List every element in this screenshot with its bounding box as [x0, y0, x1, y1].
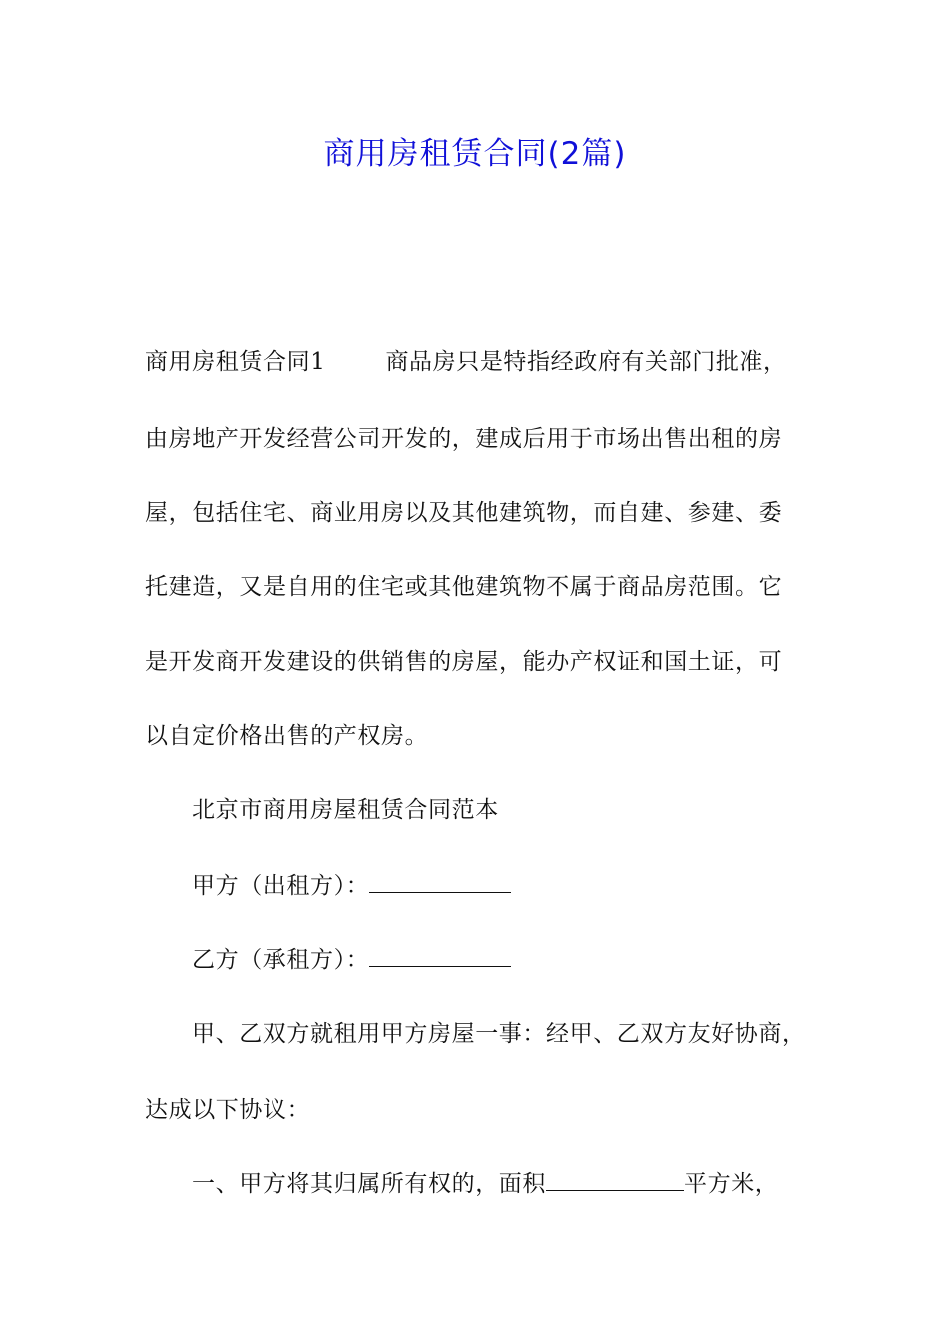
party-a-label: 甲方（出租方）： [192, 873, 370, 899]
document-title: 商用房租赁合同(2篇) [323, 136, 627, 172]
body-line-5: 是开发商开发建设的供销售的房屋，能办产权证和国土证，可 [145, 649, 783, 675]
clause-1-suffix: 平方米， [684, 1171, 779, 1197]
paragraph-text: 商品房只是特指经政府有关部门批准， [385, 349, 787, 375]
clause-1-prefix: 一、甲方将其归属所有权的，面积 [192, 1171, 546, 1197]
agreement-line-1: 甲、乙双方就租用甲方房屋一事：经甲、乙双方友好协商， [192, 1021, 806, 1047]
clause-1-line [192, 1165, 778, 1198]
body-line-3: 屋，包括住宅、商业用房以及其他建筑物，而自建、参建、委 [145, 500, 783, 526]
party-a-line [192, 867, 511, 900]
body-line-6: 以自定价格出售的产权房。 [145, 723, 429, 749]
area-blank [546, 1168, 684, 1191]
party-a-blank [369, 870, 511, 893]
party-b-label: 乙方（承租方）： [192, 947, 370, 973]
party-b-blank [369, 944, 511, 967]
body-line-4: 托建造，又是自用的住宅或其他建筑物不属于商品房范围。它 [145, 574, 783, 600]
body-line-1 [145, 343, 787, 376]
party-b-line [192, 941, 511, 974]
body-line-2: 由房地产开发经营公司开发的，建成后用于市场出售出租的房 [145, 426, 783, 452]
section-heading: 商用房租赁合同1 [145, 349, 326, 375]
contract-name: 北京市商用房屋租赁合同范本 [192, 797, 499, 823]
agreement-line-2: 达成以下协议： [145, 1097, 311, 1123]
